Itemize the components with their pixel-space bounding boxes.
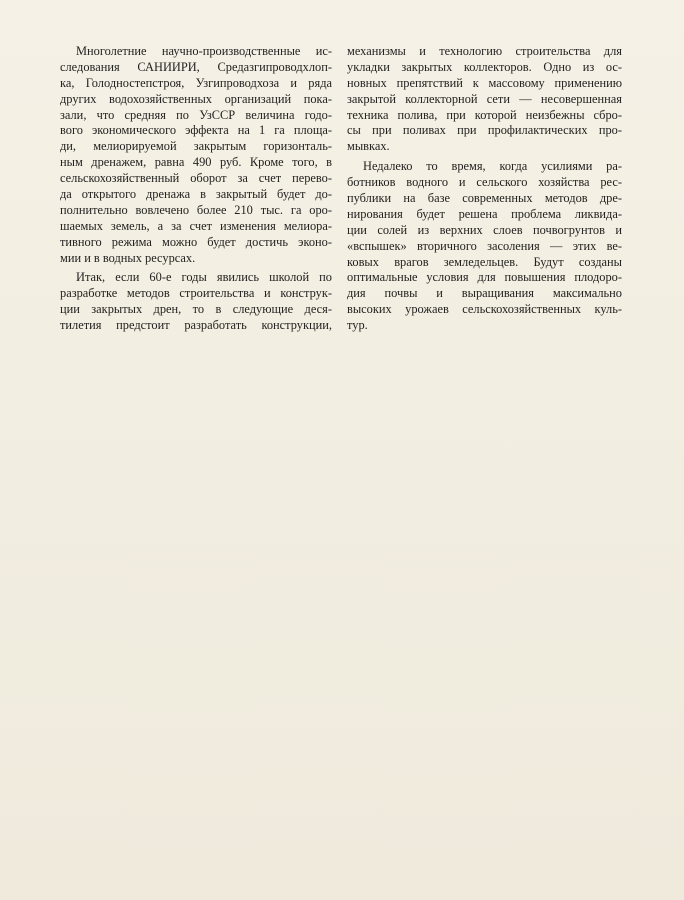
text-line: разработке методов строительства и конструк- [60,286,332,301]
text-line: дия почвы и выращивания максимально [347,286,622,301]
text-line: механизмы и технологию строительства для [347,44,622,58]
text-line: оптимальные условия для повышения плодоро- [347,270,622,285]
text-line: мии и в водных ресурсах. [60,250,196,265]
text-line: ди, мелиорируемой закрытым горизонталь- [60,139,332,154]
text-line: ка, Голодностепстроя, Узгипроводхоза и ряда [60,75,332,90]
text-line: тивного режима можно будет достичь эконо- [60,234,332,249]
text-line: да открытого дренажа в закрытый будет до- [60,187,332,202]
text-line: зали, что средняя по УзССР величина годо- [60,107,332,122]
text-line: публики на базе современных методов дре- [347,191,622,206]
text-line: закрытой коллекторной сети — несовершенная [347,91,622,106]
text-line: сы при поливах при профилактических про- [347,123,622,138]
text-line: шаемых земель, а за счет изменения мелиора- [60,218,332,233]
paragraph-1 [60,44,332,266]
text-line: других водохозяйственных организаций пока- [60,91,332,106]
text-line: тур. [347,318,368,333]
paragraph-3 [347,44,622,155]
text-line: укладки закрытых коллекторов. Одно из ос- [347,59,622,74]
text-line: «вспышек» вторичного засоления — этих ве- [347,238,622,253]
text-line: ботников водного и сельского хозяйства рес- [347,175,622,190]
text-line: полнительно вовлечено более 210 тыс. га оро- [60,202,332,217]
text-line: ции закрытых дрен, то в следующие деся- [60,302,332,317]
text-line: Итак, если 60-е годы явились школой по [76,270,332,285]
text-line: Недалеко то время, когда усилиями ра- [363,159,622,174]
text-line: высоких урожаев сельскохозяйственных куль- [347,302,622,317]
paragraph-2 [60,270,332,334]
text-column-left [60,44,332,334]
text-line: ковых врагов земледельцев. Будут созданы [347,254,622,269]
text-line: тилетия предстоит разработать конструкции, [60,318,332,333]
text-column-right [347,44,622,334]
text-line: Многолетние научно-производственные ис- [76,44,332,58]
text-line: техника полива, при которой неизбежны сбро- [347,107,622,122]
paragraph-4 [347,159,622,334]
text-line: нирования будет решена проблема ликвида- [347,206,622,221]
text-line: мывках. [347,139,390,154]
text-line: ным дренажем, равна 490 руб. Кроме того, в [60,155,332,170]
text-line: следования САНИИРИ, Средазгипроводхлоп- [60,59,332,74]
text-line: сельскохозяйственный оборот за счет перево- [60,171,332,186]
text-line: ции солей из верхних слоев почвогрунтов и [347,222,622,237]
text-line: вого экономического эффекта на 1 га площа- [60,123,332,138]
text-line: новных препятствий к массовому применению [347,75,622,90]
